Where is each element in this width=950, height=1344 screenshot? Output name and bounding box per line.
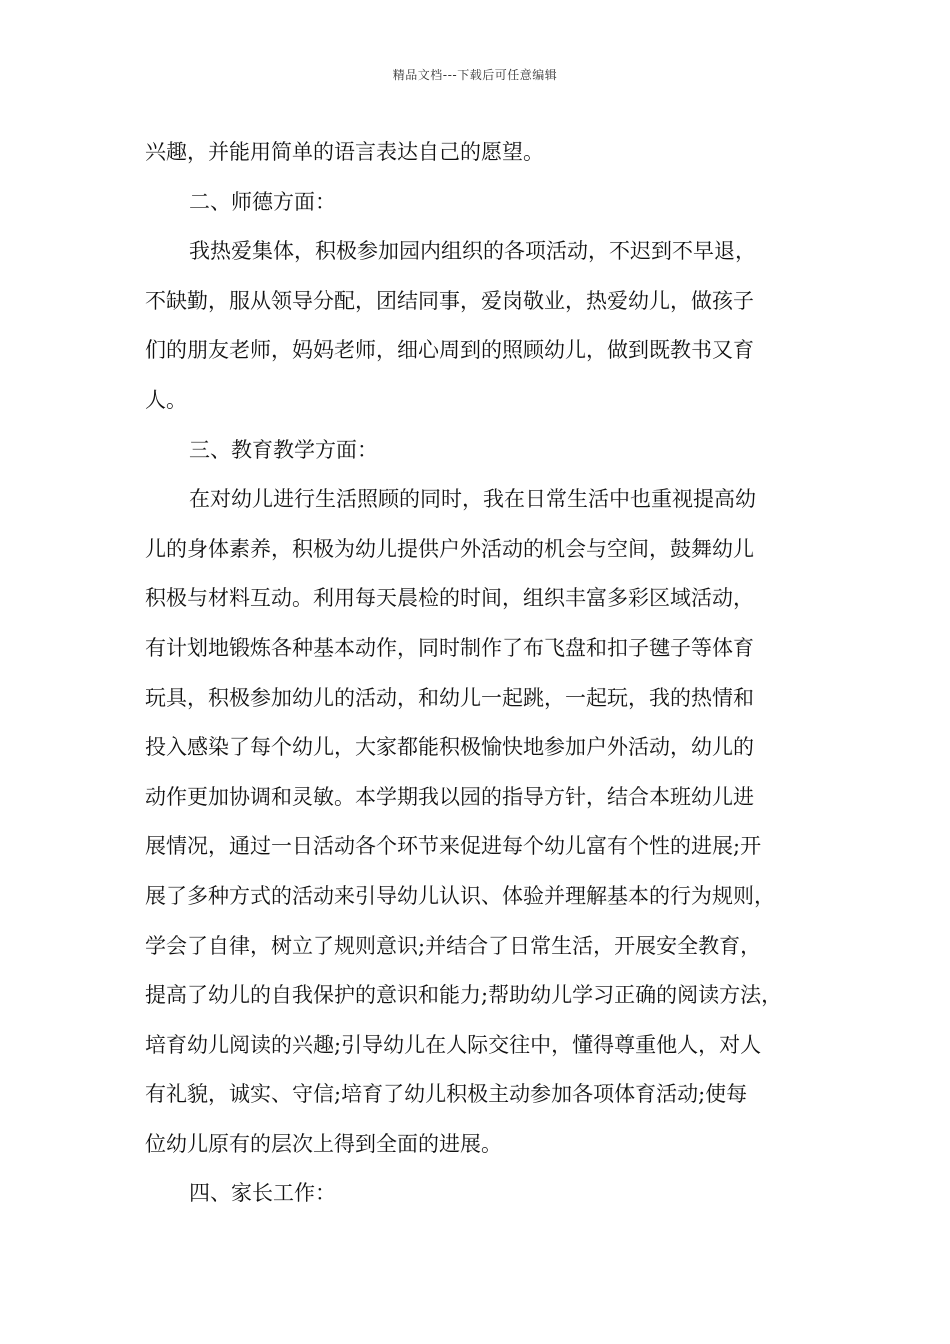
text-line: 展了多种方式的活动来引导幼儿认识、体验并理解基本的行为规则，: [145, 883, 775, 908]
text-line: 们的朋友老师，妈妈老师，细心周到的照顾幼儿，做到既教书又育: [145, 338, 754, 363]
section-heading-teaching: 三、教育教学方面：: [189, 437, 378, 462]
text-line: 我热爱集体，积极参加园内组织的各项活动，不迟到不早退，: [189, 239, 756, 264]
document-body: [145, 128, 825, 1219]
section-heading-ethics: 二、师德方面：: [189, 189, 336, 214]
text-line: 兴趣，并能用简单的语言表达自己的愿望。: [145, 140, 544, 164]
section-heading-parents: 四、家长工作：: [189, 1181, 336, 1206]
text-line: 玩具，积极参加幼儿的活动，和幼儿一起跳，一起玩，我的热情和: [145, 685, 754, 710]
text-line: 儿的身体素养，积极为幼儿提供户外活动的机会与空间，鼓舞幼儿: [145, 536, 754, 561]
text-line: 积极与材料互动。利用每天晨检的时间，组织丰富多彩区域活动，: [145, 586, 754, 611]
text-line: 不缺勤，服从领导分配，团结同事，爱岗敬业，热爱幼儿，做孩子: [145, 288, 754, 313]
page-header: 精品文档---下载后可任意编辑: [392, 68, 558, 82]
text-line: 提高了幼儿的自我保护的意识和能力;帮助幼儿学习正确的阅读方法，: [145, 983, 783, 1008]
text-line: 有礼貌，诚实、守信;培育了幼儿积极主动参加各项体育活动;使每: [145, 1082, 748, 1107]
text-line: 培育幼儿阅读的兴趣;引导幼儿在人际交往中，懂得尊重他人，对人: [145, 1032, 762, 1057]
text-line: 展情况，通过一日活动各个环节来促进每个幼儿富有个性的进展;开: [145, 834, 762, 859]
text-line: 人。: [145, 387, 187, 412]
text-line: 位幼儿原有的层次上得到全面的进展。: [145, 1131, 502, 1156]
text-line: 学会了自律，树立了规则意识;并结合了日常生活，开展安全教育，: [145, 933, 762, 958]
text-line: 在对幼儿进行生活照顾的同时，我在日常生活中也重视提高幼: [189, 487, 756, 512]
text-line: 投入感染了每个幼儿，大家都能积极愉快地参加户外活动，幼儿的: [145, 735, 754, 760]
text-line: 有计划地锻炼各种基本动作，同时制作了布飞盘和扣子毽子等体育: [145, 635, 754, 660]
text-line: 动作更加协调和灵敏。本学期我以园的指导方针，结合本班幼儿进: [145, 784, 754, 809]
